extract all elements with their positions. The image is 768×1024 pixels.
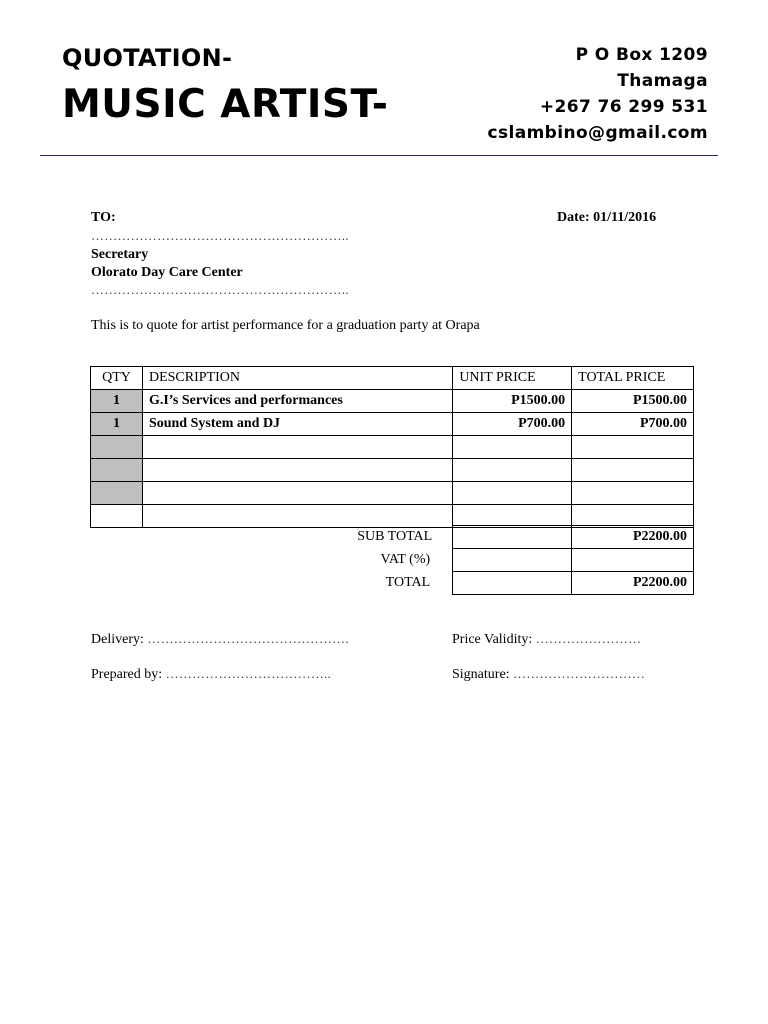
empty-cell bbox=[453, 436, 572, 459]
delivery-field bbox=[91, 631, 349, 648]
price-validity-field bbox=[452, 631, 641, 648]
contact-address bbox=[487, 42, 708, 146]
row-qty: 1 bbox=[91, 413, 143, 436]
empty-cell bbox=[572, 482, 694, 505]
recipient-dots-bottom: ………………………………………………….. bbox=[91, 282, 349, 297]
header-description: DESCRIPTION bbox=[142, 367, 452, 390]
total-spacer-cell bbox=[453, 572, 572, 595]
signature-dots: ………………………… bbox=[513, 666, 646, 681]
total-value: P2200.00 bbox=[572, 572, 694, 595]
row-unit-price: P1500.00 bbox=[453, 390, 572, 413]
recipient-dots-top: ………………………………………………….. bbox=[91, 228, 349, 243]
music-artist-title: MUSIC ARTIST- bbox=[62, 82, 389, 127]
vat-label: VAT (%) bbox=[380, 552, 431, 567]
prepared-by-field bbox=[91, 666, 331, 683]
title-block bbox=[62, 44, 389, 127]
row-total-price: P700.00 bbox=[572, 413, 694, 436]
phone-number: +267 76 299 531 bbox=[539, 97, 708, 117]
items-table bbox=[90, 366, 694, 528]
recipient-block bbox=[91, 246, 243, 282]
vat-spacer-cell bbox=[453, 549, 572, 572]
empty-cell bbox=[142, 459, 452, 482]
vat-row bbox=[90, 549, 694, 572]
table-row bbox=[91, 390, 694, 413]
table-row-empty bbox=[91, 436, 694, 459]
empty-cell bbox=[91, 436, 143, 459]
quotation-title: QUOTATION- bbox=[62, 44, 233, 72]
table-row bbox=[91, 413, 694, 436]
subtotal-spacer-cell bbox=[453, 526, 572, 549]
recipient-name: Secretary bbox=[91, 247, 149, 262]
price-validity-label: Price Validity: bbox=[452, 632, 533, 647]
header-unit-price: UNIT PRICE bbox=[453, 367, 572, 390]
subtotal-row bbox=[90, 526, 694, 549]
table-row-empty bbox=[91, 459, 694, 482]
table-row-empty bbox=[91, 482, 694, 505]
total-row bbox=[90, 572, 694, 595]
intro-text: This is to quote for artist performance for a graduation party at Orapa bbox=[91, 318, 480, 333]
header-divider bbox=[40, 155, 718, 156]
empty-cell bbox=[91, 482, 143, 505]
row-qty: 1 bbox=[91, 390, 143, 413]
table-header-row bbox=[91, 367, 694, 390]
empty-cell bbox=[572, 459, 694, 482]
price-validity-dots: …………………… bbox=[535, 631, 642, 646]
empty-cell bbox=[453, 482, 572, 505]
empty-cell bbox=[91, 459, 143, 482]
signature-field bbox=[452, 666, 645, 683]
row-unit-price: P700.00 bbox=[453, 413, 572, 436]
po-box: P O Box 1209 bbox=[575, 45, 708, 65]
header-qty: QTY bbox=[91, 367, 143, 390]
totals-table bbox=[90, 525, 694, 595]
empty-cell bbox=[453, 459, 572, 482]
email-address: cslambino@gmail.com bbox=[487, 123, 708, 143]
header-total-price: TOTAL PRICE bbox=[572, 367, 694, 390]
subtotal-label: SUB TOTAL bbox=[357, 529, 433, 544]
delivery-dots: ………………………………………. bbox=[147, 631, 349, 646]
row-description: Sound System and DJ bbox=[142, 413, 452, 436]
to-label: TO: bbox=[91, 210, 116, 225]
prepared-by-dots: ……………………………….. bbox=[165, 666, 331, 681]
signature-label: Signature: bbox=[452, 667, 510, 682]
row-description: G.I’s Services and performances bbox=[142, 390, 452, 413]
empty-cell bbox=[142, 482, 452, 505]
date-label: Date: 01/11/2016 bbox=[557, 210, 657, 225]
total-label: TOTAL bbox=[385, 575, 431, 590]
empty-cell bbox=[572, 436, 694, 459]
empty-cell bbox=[142, 436, 452, 459]
prepared-by-label: Prepared by: bbox=[91, 667, 163, 682]
town: Thamaga bbox=[617, 71, 708, 91]
recipient-organization: Olorato Day Care Center bbox=[91, 265, 243, 280]
vat-value bbox=[572, 549, 694, 572]
subtotal-value: P2200.00 bbox=[572, 526, 694, 549]
delivery-label: Delivery: bbox=[91, 632, 144, 647]
row-total-price: P1500.00 bbox=[572, 390, 694, 413]
